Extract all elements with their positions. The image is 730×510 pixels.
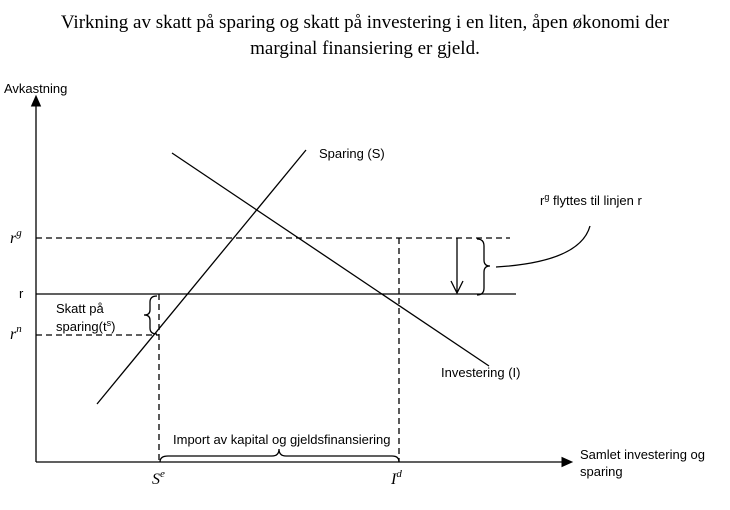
import-label: Import av kapital og gjeldsfinansiering <box>173 432 391 447</box>
tax-label-1: Skatt på <box>56 301 104 316</box>
shift-brace <box>477 239 490 295</box>
saving-curve <box>97 150 306 404</box>
rg-label: $r^g$ <box>10 227 22 247</box>
title-line-2: marginal finansiering er gjeld. <box>250 38 480 59</box>
id-label: $I^d$ <box>391 468 402 488</box>
callout-curve <box>496 226 590 267</box>
import-brace <box>160 449 399 462</box>
title-line-1: Virkning av skatt på sparing og skatt på investering i en liten, åpen økonomi der <box>60 12 670 33</box>
investment-curve-label: Investering (I) <box>441 365 521 380</box>
x-axis-label-1: Samlet investering og <box>580 447 706 462</box>
investment-curve <box>172 153 489 366</box>
shift-label: $r^g$ flyttes til linjen r <box>540 192 642 208</box>
x-axis-label-2: sparing <box>580 464 623 479</box>
tax-label-2: $sparing(t^s)$ <box>56 318 116 334</box>
tax-brace <box>144 296 157 334</box>
saving-curve-label: Sparing (S) <box>319 146 385 161</box>
y-axis-label: Avkastning <box>4 81 68 96</box>
rn-label: $r^n$ <box>10 323 22 343</box>
se-label: $S^e$ <box>152 468 165 488</box>
r-label: r <box>19 286 24 301</box>
